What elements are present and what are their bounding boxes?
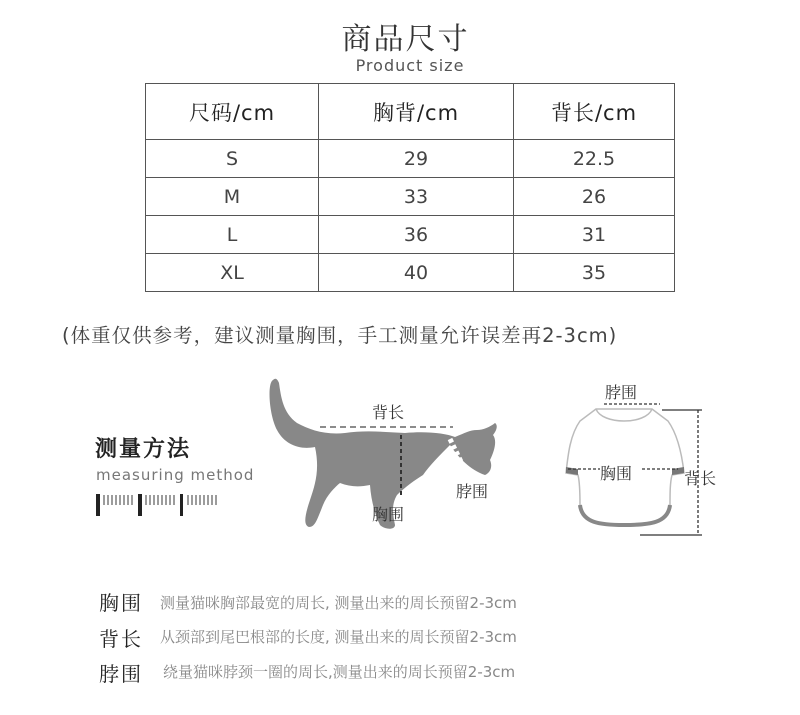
cat-neck-label: 脖围 bbox=[456, 482, 489, 501]
table-row bbox=[146, 216, 675, 254]
chest-cell: 40 bbox=[319, 254, 514, 292]
method-subtitle: measuring method bbox=[96, 466, 255, 484]
cat-chest-label: 胸围 bbox=[372, 505, 405, 524]
column-header: 背长/cm bbox=[514, 84, 675, 140]
table-row bbox=[146, 254, 675, 292]
back-cell: 26 bbox=[514, 178, 675, 216]
column-header: 胸背/cm bbox=[319, 84, 514, 140]
definition-term: 胸围 bbox=[99, 591, 143, 615]
chest-cell: 36 bbox=[319, 216, 514, 254]
cat-back-label: 背长 bbox=[372, 403, 405, 422]
page-subtitle: Product size bbox=[355, 56, 465, 75]
size-table bbox=[145, 83, 675, 292]
size-cell: XL bbox=[146, 254, 319, 292]
back-cell: 35 bbox=[514, 254, 675, 292]
size-cell: M bbox=[146, 178, 319, 216]
definition-term: 脖围 bbox=[99, 662, 143, 686]
chest-cell: 33 bbox=[319, 178, 514, 216]
shirt-neck-label: 脖围 bbox=[605, 383, 638, 402]
definition-desc: 从颈部到尾巴根部的长度, 测量出来的周长预留2-3cm bbox=[160, 628, 517, 646]
definition-desc: 绕量猫咪脖颈一圈的周长,测量出来的周长预留2-3cm bbox=[163, 663, 516, 681]
chest-cell: 29 bbox=[319, 140, 514, 178]
method-title: 测量方法 bbox=[95, 437, 192, 462]
ruler-icon bbox=[94, 492, 224, 518]
back-cell: 22.5 bbox=[514, 140, 675, 178]
table-row bbox=[146, 140, 675, 178]
shirt-back-label: 背长 bbox=[684, 469, 717, 488]
measurement-note: (体重仅供参考，建议测量胸围，手工测量允许误差再2-3cm) bbox=[62, 324, 618, 347]
back-cell: 31 bbox=[514, 216, 675, 254]
table-row bbox=[146, 178, 675, 216]
column-header: 尺码/cm bbox=[146, 84, 319, 140]
definition-term: 背长 bbox=[99, 627, 143, 651]
page-title: 商品尺寸 bbox=[341, 22, 470, 57]
size-cell: L bbox=[146, 216, 319, 254]
definition-desc: 测量猫咪胸部最宽的周长, 测量出来的周长预留2-3cm bbox=[160, 594, 517, 612]
size-cell: S bbox=[146, 140, 319, 178]
shirt-chest-label: 胸围 bbox=[600, 464, 633, 483]
table-header-row bbox=[146, 84, 675, 140]
